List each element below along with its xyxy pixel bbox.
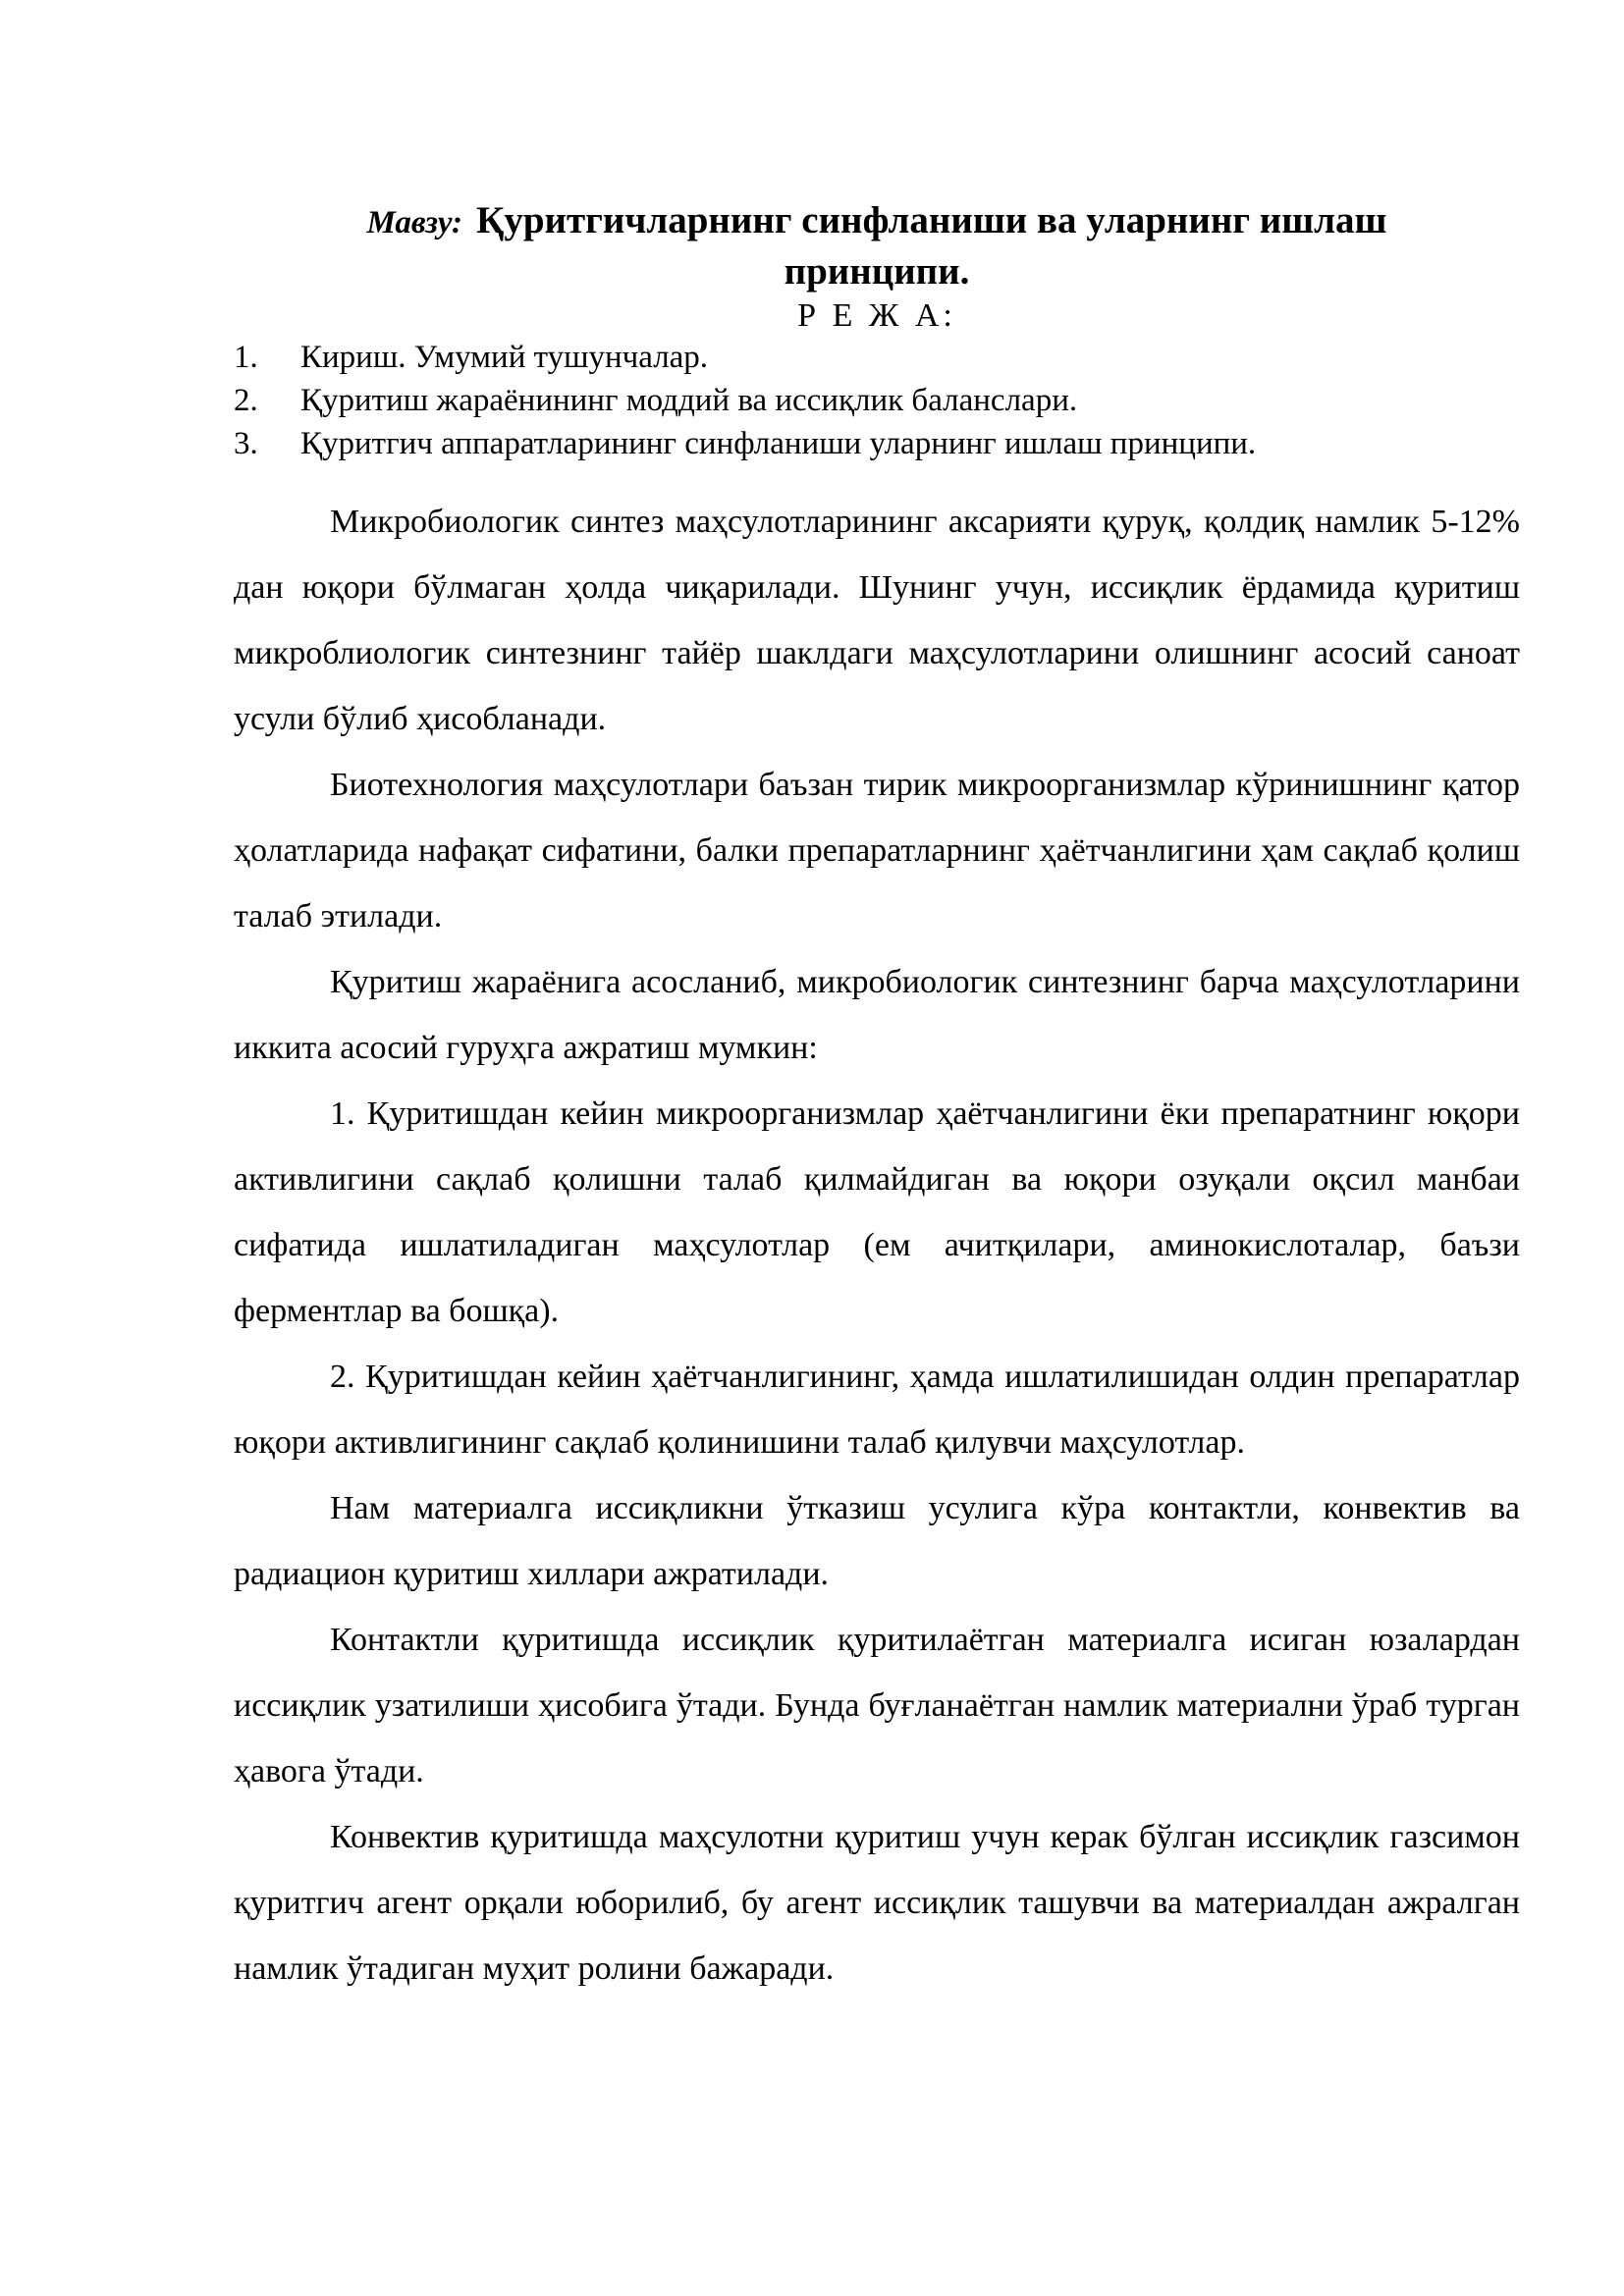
plan-item bbox=[234, 379, 1520, 422]
title-line-2: принципи. bbox=[784, 250, 970, 293]
title-label: Мавзу: bbox=[366, 205, 463, 240]
document-title bbox=[234, 196, 1520, 296]
paragraph: Биотехнология маҳсулотлари баъзан тирик микроорганизмлар кўринишнинг қатор ҳолатларида нафақат сифатини, балки препаратларнинг ҳаётчанлигини ҳам сақлаб қолиш талаб этилади. bbox=[234, 767, 1520, 934]
title-line-1: Қуритгичларнинг синфланиши ва уларнинг ишлаш bbox=[476, 199, 1387, 241]
paragraph: Қуритиш жараёнига асосланиб, микробиологик синтезнинг барча маҳсулотларини иккита асосий гуруҳга ажратиш мумкин: bbox=[234, 964, 1520, 1066]
plan-list bbox=[234, 336, 1520, 465]
body-text bbox=[234, 489, 1520, 2002]
plan-heading: Р Е Ж А: bbox=[797, 297, 956, 334]
plan-item-number: 3. bbox=[234, 426, 258, 461]
plan-item bbox=[234, 422, 1520, 465]
paragraph: Контактли қуритишда иссиқлик қуритилаётган материалга исиган юзалардан иссиқлик узатилиши ҳисобига ўтади. Бунда буғланаётган намлик материални ўраб турган ҳавога ўтади. bbox=[234, 1622, 1520, 1789]
paragraph: 2. Қуритишдан кейин ҳаётчанлигининг, ҳамда ишлатилишидан олдин препаратлар юқори активлигининг сақлаб қолинишини талаб қилувчи маҳсулотлар. bbox=[234, 1359, 1520, 1461]
plan-item-number: 2. bbox=[234, 383, 258, 418]
paragraph: Нам материалга иссиқликни ўтказиш усулига кўра контактли, конвектив ва радиацион қуритиш хиллари ажратилади. bbox=[234, 1490, 1520, 1592]
plan-item-number: 1. bbox=[234, 340, 258, 375]
plan-item-text: Қуритиш жараёнининг моддий ва иссиқлик баланслари. bbox=[300, 383, 1078, 418]
document-page bbox=[234, 196, 1520, 2002]
paragraph: Конвектив қуритишда маҳсулотни қуритиш учун керак бўлган иссиқлик газсимон қуритгич агент орқали юборилиб, бу агент иссиқлик ташувчи ва материалдан ажралган намлик ўтадиган муҳит ролини бажаради. bbox=[234, 1819, 1520, 1987]
plan-item-text: Қуритгич аппаратларининг синфланиши уларнинг ишлаш принципи. bbox=[300, 426, 1257, 461]
plan-item bbox=[234, 336, 1520, 379]
paragraph: Микробиологик синтез маҳсулотларининг аксарияти қуруқ, қолдиқ намлик 5-12% дан юқори бўлмаган ҳолда чиқарилади. Шунинг учун, иссиқлик ёрдамида қуритиш микроблиологик синтезнинг тайёр шаклдаги маҳсулотларини олишнинг асосий саноат усули бўлиб ҳисобланади. bbox=[234, 504, 1520, 737]
paragraph: 1. Қуритишдан кейин микроорганизмлар ҳаётчанлигини ёки препаратнинг юқори активлигини сақлаб қолишни талаб қилмайдиган ва юқори озуқали оқсил манбаи сифатида ишлатиладиган маҳсулотлар (ем ачитқилари, аминокислоталар, баъзи ферментлар ва бошқа). bbox=[234, 1095, 1520, 1329]
plan-item-text: Кириш. Умумий тушунчалар. bbox=[300, 340, 709, 375]
